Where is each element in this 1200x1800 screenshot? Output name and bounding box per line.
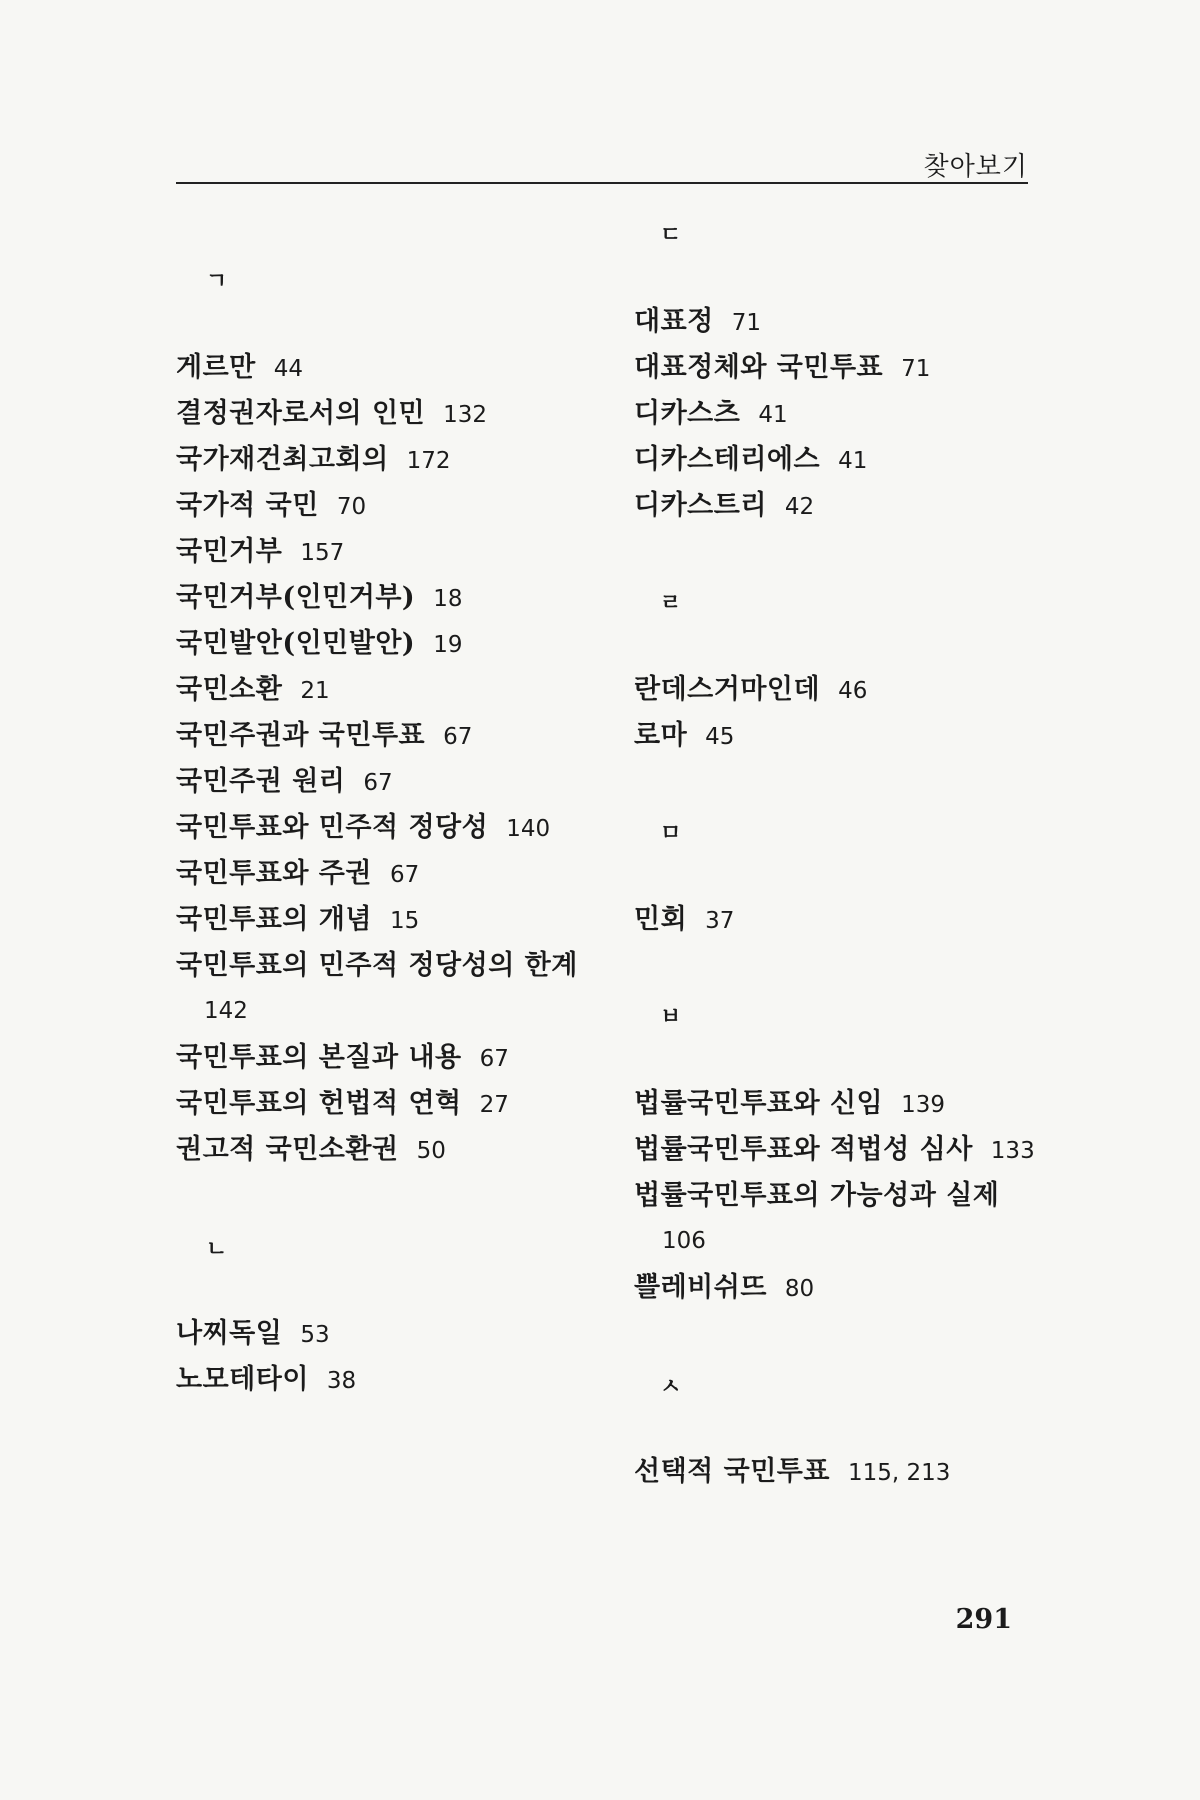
entry-term: 국민주권과 국민투표 [176, 720, 426, 751]
entry-page: 139 [901, 1092, 946, 1118]
entry-term: 국민주권 원리 [176, 766, 346, 797]
entry-page: 15 [389, 908, 420, 934]
index-entry [176, 952, 578, 979]
header-rule [176, 182, 1028, 184]
index-entry [176, 538, 344, 565]
entry-term: 법률국민투표의 가능성과 실제 [634, 1180, 1000, 1211]
index-entry [176, 400, 487, 427]
entry-page: 140 [506, 816, 551, 842]
section-letter-m: ㅁ [660, 821, 682, 846]
entry-term: 디카스트리 [634, 490, 767, 521]
index-entry [634, 1458, 950, 1485]
section-letter-r: ㄹ [660, 591, 682, 616]
section-letter-s: ㅅ [660, 1375, 682, 1400]
entry-term: 국가재건최고회의 [176, 444, 389, 475]
entry-term: 대표정 [634, 306, 714, 337]
entry-page: 53 [300, 1322, 330, 1348]
entry-page: 21 [300, 678, 330, 704]
entry-page: 71 [901, 356, 931, 382]
entry-page: 157 [300, 540, 345, 566]
entry-page: 45 [705, 724, 735, 750]
entry-term: 결정권자로서의 인민 [176, 398, 426, 429]
index-entry [176, 630, 463, 657]
entry-term: 란데스거마인데 [634, 674, 821, 705]
entry-page: 67 [479, 1046, 509, 1072]
entry-page: 172 [406, 448, 451, 474]
index-entry [176, 722, 472, 749]
entry-term: 국가적 국민 [176, 490, 319, 521]
entry-term: 국민투표의 본질과 내용 [176, 1042, 462, 1073]
index-entry [176, 1090, 509, 1117]
index-entry [176, 860, 419, 887]
index-entry [634, 400, 788, 427]
entry-page: 132 [443, 402, 488, 428]
index-entry [634, 308, 761, 335]
entry-page-continued: 106 [662, 1228, 706, 1254]
entry-term: 노모테타이 [176, 1364, 309, 1395]
entry-page: 115, 213 [847, 1460, 951, 1486]
entry-page: 41 [838, 448, 868, 474]
entry-page: 80 [784, 1276, 815, 1302]
index-entry [176, 1366, 356, 1393]
index-entry [634, 1274, 814, 1301]
entry-page: 67 [389, 862, 420, 888]
entry-page: 67 [363, 770, 393, 796]
entry-term: 법률국민투표와 신임 [634, 1088, 884, 1119]
entry-term: 대표정체와 국민투표 [634, 352, 884, 383]
entry-page: 71 [731, 310, 762, 336]
entry-term: 국민거부(인민거부) [176, 582, 416, 613]
index-entry [634, 354, 930, 381]
entry-page: 18 [433, 586, 463, 612]
entry-term: 국민거부 [176, 536, 283, 567]
entry-page: 50 [416, 1138, 446, 1164]
entry-term: 나찌독일 [176, 1318, 283, 1349]
entry-term: 국민투표의 민주적 정당성의 한계 [176, 950, 578, 981]
page-number: 291 [955, 1604, 1012, 1635]
entry-term: 디카스테리에스 [634, 444, 821, 475]
entry-term: 권고적 국민소환권 [176, 1134, 399, 1165]
entry-page: 38 [326, 1368, 357, 1394]
entry-term: 국민발안(인민발안) [176, 628, 416, 659]
entry-term: 로마 [634, 720, 688, 751]
entry-page: 19 [433, 632, 463, 658]
section-letter-g: ㄱ [206, 269, 228, 294]
entry-term: 국민소환 [176, 674, 283, 705]
section-letter-n: ㄴ [206, 1237, 228, 1262]
entry-page: 42 [784, 494, 815, 520]
entry-page: 46 [838, 678, 868, 704]
index-entry [634, 906, 734, 933]
index-entry [634, 722, 734, 749]
entry-page: 133 [990, 1138, 1035, 1164]
index-entry [176, 676, 330, 703]
entry-term: 국민투표와 민주적 정당성 [176, 812, 489, 843]
index-entry [634, 676, 867, 703]
entry-page: 27 [479, 1092, 509, 1118]
entry-page: 37 [705, 908, 735, 934]
index-entry [176, 1136, 446, 1163]
index-entry [176, 446, 451, 473]
entry-term: 민회 [634, 904, 688, 935]
index-entry [176, 584, 463, 611]
entry-term: 국민투표와 주권 [176, 858, 372, 889]
index-entry [634, 492, 814, 519]
index-entry [634, 1090, 945, 1117]
entry-page: 67 [443, 724, 473, 750]
index-entry [176, 906, 419, 933]
entry-page-continued: 142 [204, 998, 248, 1024]
entry-term: 쁠레비쉬뜨 [634, 1272, 767, 1303]
index-entry [176, 814, 550, 841]
entry-page: 41 [758, 402, 788, 428]
entry-term: 선택적 국민투표 [634, 1456, 830, 1487]
index-entry [176, 1320, 330, 1347]
section-letter-d: ㄷ [660, 223, 682, 248]
index-entry [176, 1044, 509, 1071]
index-entry [634, 1182, 999, 1209]
running-head: 찾아보기 [923, 152, 1028, 182]
entry-term: 디카스츠 [634, 398, 741, 429]
index-entry [634, 446, 867, 473]
section-letter-b: ㅂ [660, 1005, 682, 1030]
entry-term: 국민투표의 개념 [176, 904, 372, 935]
entry-term: 법률국민투표와 적법성 심사 [634, 1134, 973, 1165]
index-entry [176, 768, 393, 795]
index-entry [634, 1136, 1035, 1163]
entry-page: 70 [336, 494, 367, 520]
index-entry [176, 354, 303, 381]
entry-term: 게르만 [176, 352, 256, 383]
entry-term: 국민투표의 헌법적 연혁 [176, 1088, 462, 1119]
index-entry [176, 492, 366, 519]
entry-page: 44 [273, 356, 304, 382]
